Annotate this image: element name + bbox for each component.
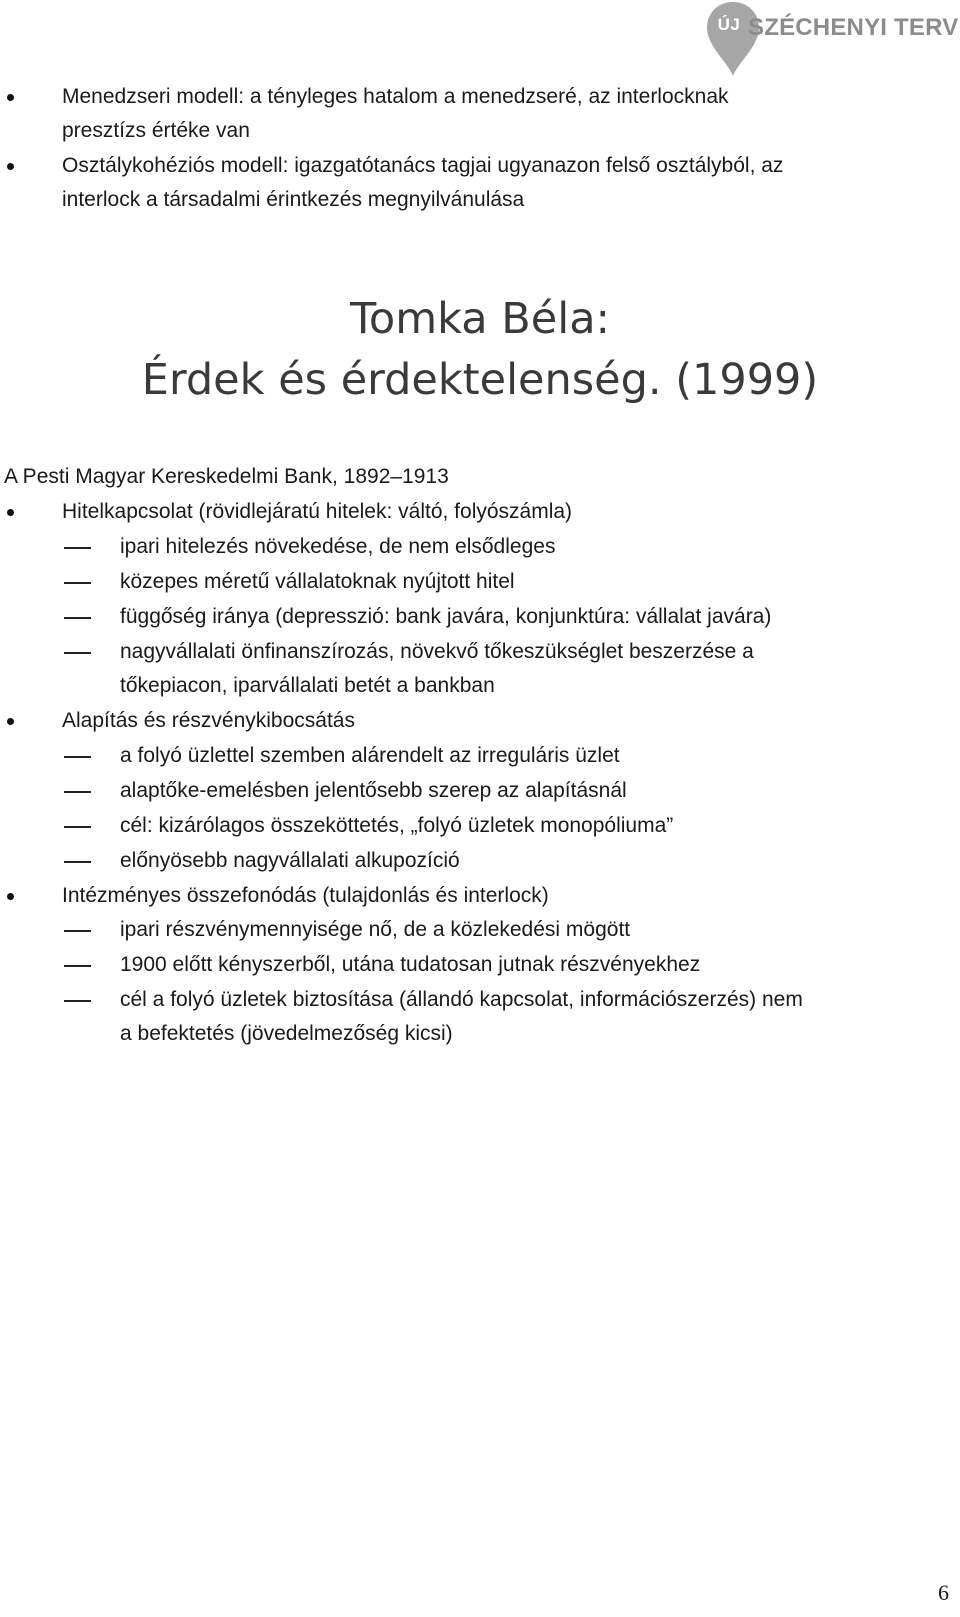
bullet-icon: [7, 893, 14, 900]
section-2-item-3: cél: kizárólagos összeköttetés, „folyó üzletek monopóliuma”: [120, 814, 674, 837]
intro-bullet-2-line-1: Osztálykohéziós modell: igazgatótanács tagjai ugyanazon felső osztályból, az: [62, 154, 784, 177]
section-1-item-3: függőség iránya (depresszió: bank javára, konjunktúra: vállalat javára): [120, 605, 772, 628]
section-1-item-1: ipari hitelezés növekedése, de nem elsődleges: [120, 535, 556, 558]
bullet-icon: [7, 509, 14, 516]
dash-icon: [64, 861, 91, 863]
bullet-icon: [7, 94, 14, 101]
section-3-item-3-line-1: cél a folyó üzletek biztosítása (állandó kapcsolat, információszerzés) nem: [120, 988, 803, 1011]
section-3-item-2: 1900 előtt kényszerből, utána tudatosan jutnak részvényekhez: [120, 953, 701, 976]
intro-bullet-2-line-2: interlock a társadalmi érintkezés megnyilvánulása: [62, 188, 525, 211]
section-2-item-1: a folyó üzlettel szemben alárendelt az irreguláris üzlet: [120, 744, 620, 767]
section-2-item-2: alaptőke-emelésben jelentősebb szerep az alapításnál: [120, 779, 627, 802]
dash-icon: [64, 965, 91, 967]
logo-pin-label: ÚJ: [717, 15, 741, 34]
dash-icon: [64, 930, 91, 932]
dash-icon: [64, 756, 91, 758]
section-2-item-4: előnyösebb nagyvállalati alkupozíció: [120, 849, 460, 872]
dash-icon: [64, 547, 91, 549]
bullet-icon: [7, 718, 14, 725]
intro-bullet-1-line-1: Menedzseri modell: a tényleges hatalom a menedzseré, az interlocknak: [62, 85, 729, 108]
section-2-heading: Alapítás és részvénykibocsátás: [62, 709, 355, 732]
dash-icon: [64, 652, 91, 654]
section-1-item-4-line-1: nagyvállalati önfinanszírozás, növekvő tőkeszükséglet beszerzése a: [120, 640, 754, 663]
intro-bullet-1-line-2: presztízs értéke van: [62, 119, 250, 142]
dash-icon: [64, 1000, 91, 1002]
section-1-heading: Hitelkapcsolat (rövidlejáratú hitelek: váltó, folyószámla): [62, 500, 573, 523]
page-number: 6: [938, 1580, 949, 1605]
section-3-item-1: ipari részvénymennyisége nő, de a közlekedési mögött: [120, 918, 631, 941]
logo-text: SZÉCHENYI TERV: [748, 14, 959, 41]
section-3-item-3-line-2: a befektetés (jövedelmezőség kicsi): [120, 1022, 453, 1045]
szechenyi-terv-logo: [705, 0, 960, 78]
section-1-item-4-line-2: tőkepiacon, iparvállalati betét a bankban: [120, 674, 495, 697]
dash-icon: [64, 791, 91, 793]
section-title-line-2: Érdek és érdektelenség. (1999): [141, 355, 819, 405]
section-title-line-1: Tomka Béla:: [349, 294, 611, 344]
section-1-item-2: közepes méretű vállalatoknak nyújtott hitel: [120, 570, 515, 593]
dash-icon: [64, 617, 91, 619]
subject-line: A Pesti Magyar Kereskedelmi Bank, 1892–1913: [4, 465, 449, 488]
section-3-heading: Intézményes összefonódás (tulajdonlás és interlock): [62, 884, 549, 907]
dash-icon: [64, 582, 91, 584]
dash-icon: [64, 826, 91, 828]
bullet-icon: [7, 163, 14, 170]
